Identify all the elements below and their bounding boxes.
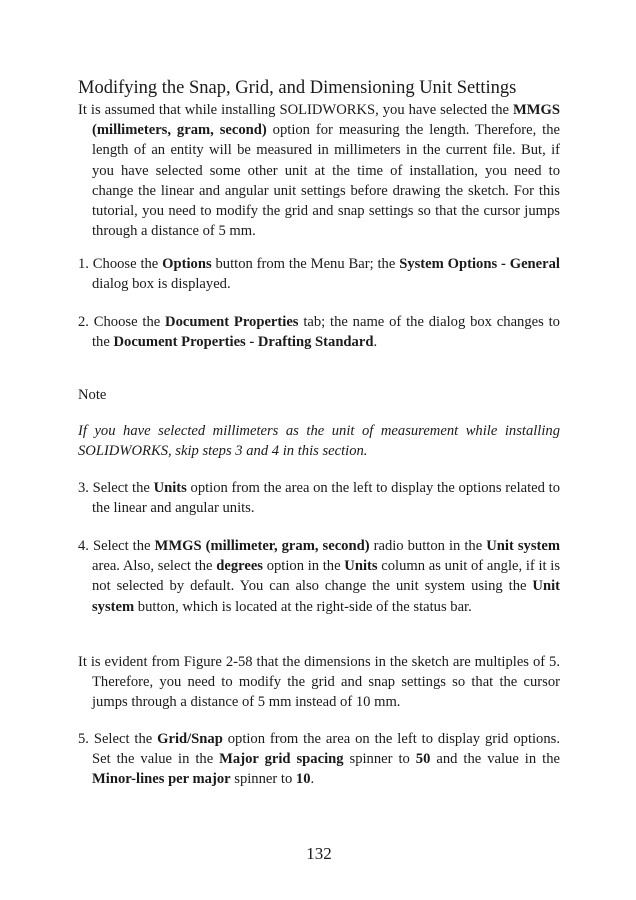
note-text: If you have selected millimeters as the unit of measurement while installing SOLIDWORKS, skip steps 3 and 4 in this section. [78,423,560,460]
step-5 [78,729,560,790]
step4-text-3: area. Also, select the [92,558,217,575]
intro-text-1: It is assumed that while installing SOLIDWORKS, you have selected the [78,102,513,118]
step5-text-4: and the value in the [430,751,560,768]
note-label: Note [78,387,107,403]
step5-text-5: spinner to [230,771,296,788]
step1-bold-options: Options [162,256,212,272]
intro-bold-mmgs: MMGS (millimeters, gram, second) [92,102,560,139]
step3-bold-units: Units [153,480,187,496]
step1-text-2: button from the Menu Bar; the [211,256,400,272]
step2-text-3: . [373,334,378,351]
step2-bold-drafting-standard: Document Properties - Drafting Standard [113,334,374,351]
step3-text-1: 3. Select the [78,480,154,496]
step2-bold-document-properties: Document Properties [165,314,299,330]
section-heading: Modifying the Snap, Grid, and Dimensioning Unit Settings [78,78,517,98]
step4-bold-mmgs: MMGS (millimeter, gram, second) [154,538,370,554]
step5-bold-minor-lines: Minor-lines per major [92,771,231,788]
step4-bold-unit-system: Unit system [486,538,560,554]
step1-text-1: 1. Choose the [78,256,163,272]
step5-text-6: . [310,771,315,788]
intro-text-2: option for measuring the length. Therefore, the length of an entity will be measured in millimeters in the current file. But, if you have selected some other unit at the time of installation, you need to change the linear and angular unit settings before drawing the sketch. For this tutorial, you need to modify the grid and snap settings so that the cursor jumps through a distance of 5 mm. [92,122,560,240]
page-number: 132 [306,844,332,863]
step-4 [78,536,560,617]
step4-bold-unit-system-button: Unit system [92,578,560,615]
step4-bold-degrees: degrees [216,558,263,575]
step2-text-2: tab; the name of the dialog box changes to the [92,314,560,351]
step4-text-2: radio button in the [369,538,487,554]
step-1 [78,254,560,294]
step5-bold-major-grid-spacing: Major grid spacing [219,751,344,768]
intro-paragraph [78,100,560,241]
step5-text-2: option from the area on the left to display grid options. Set the value in the [92,731,560,768]
step5-text-1: 5. Select the [78,731,158,747]
step3-text-2: option from the area on the left to display the options related to the linear and angular units. [92,480,560,517]
step5-bold-50: 50 [415,751,431,768]
step5-bold-10: 10 [295,771,311,788]
step4-text-1: 4. Select the [78,538,155,554]
step4-text-6: button, which is located at the right-side of the status bar. [134,598,472,615]
step5-bold-grid-snap: Grid/Snap [157,731,223,747]
document-page [78,0,560,900]
step4-text-4: option in the [262,558,345,575]
step1-text-3: dialog box is displayed. [92,276,231,293]
step-3 [78,478,560,518]
step2-text-1: 2. Choose the [78,314,166,330]
step-2 [78,312,560,352]
evident-paragraph: It is evident from Figure 2-58 that the dimensions in the sketch are multiples of 5. Therefore, you need to modify the grid and snap settings so that the cursor jumps through a distance of 5 mm instead of 10 mm. [78,654,560,711]
step5-text-3: spinner to [343,751,416,768]
step4-text-5: column as unit of angle, if it is not selected by default. You can also change the unit system using the [92,558,560,595]
step4-bold-units: Units [344,558,378,575]
step1-bold-system-options: System Options - General [399,256,560,272]
